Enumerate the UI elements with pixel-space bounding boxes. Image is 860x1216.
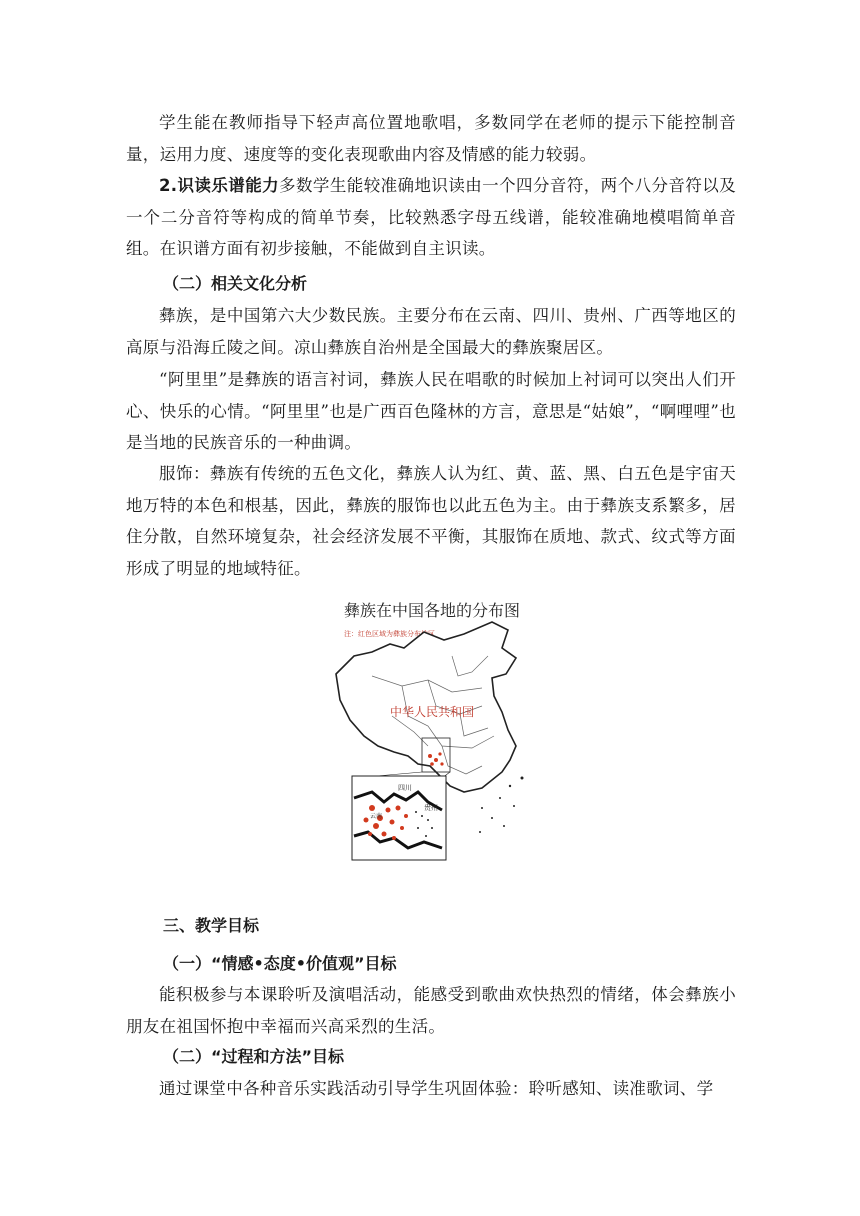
inset-label-sichuan: 四川 bbox=[398, 784, 412, 792]
score-reading-text: 多数学生能较准确地识读由一个四分音符，两个八分音符以及一个二分音符等构成的简单节奏，比较熟悉字母五线谱，能较准确地模唱简单音组。在识谱方面有初步接触，不能做到自主识读。 bbox=[126, 176, 736, 258]
section-heading-culture: （二）相关文化分析 bbox=[163, 274, 308, 293]
yi-distribution-map bbox=[332, 596, 532, 862]
paragraph-score-reading bbox=[126, 170, 736, 265]
paragraph-process-goal: 通过课堂中各种音乐实践活动引导学生巩固体验：聆听感知、读准歌词、学 bbox=[159, 1079, 714, 1098]
paragraph-singing-ability: 学生能在教师指导下轻声高位置地歌唱，多数同学在老师的提示下能控制音量，运用力度、速度等的变化表现歌曲内容及情感的能力较弱。 bbox=[126, 113, 736, 164]
score-reading-label: 2.识读乐谱能力 bbox=[159, 176, 280, 195]
paragraph-alili: “阿里里”是彝族的语言衬词，彝族人民在唱歌的时候加上衬词可以突出人们开心、快乐的心情。“阿里里”也是广西百色隆林的方言，意思是“姑娘”，“啊哩哩”也是当地的民族音乐的一种曲调。 bbox=[126, 370, 736, 452]
subheading-emotion-goal: （一）“情感•态度•价值观”目标 bbox=[163, 954, 397, 973]
subheading-process-goal: （二）“过程和方法”目标 bbox=[163, 1047, 345, 1066]
map-country-label: 中华人民共和国 bbox=[389, 705, 475, 719]
paragraph-costume: 服饰：彝族有传统的五色文化，彝族人认为红、黄、蓝、黑、白五色是宇宙天地万特的本色和根基，因此，彝族的服饰也以此五色为主。由于彝族支系繁多，居住分散，自然环境复杂，社会经济发展不平衡，其服饰在质地、款式、纹式等方面形成了明显的地域特征。 bbox=[126, 464, 736, 578]
paragraph-emotion-goal: 能积极参与本课聆听及演唱活动，能感受到歌曲欢快热烈的情绪，体会彝族小朋友在祖国怀抱中幸福而兴高采烈的生活。 bbox=[126, 985, 736, 1036]
section-heading-goals: 三、教学目标 bbox=[163, 916, 260, 935]
map-title: 彝族在中国各地的分布图 bbox=[343, 601, 521, 620]
inset-label-yunnan: 云南 bbox=[370, 813, 383, 820]
inset-label-guizhou: 贵州 bbox=[424, 804, 438, 812]
map-note: 注：红色区域为彝族分布地区 bbox=[344, 630, 435, 638]
paragraph-yi-people: 彝族，是中国第六大少数民族。主要分布在云南、四川、贵州、广西等地区的高原与沿海丘陵之间。凉山彝族自治州是全国最大的彝族聚居区。 bbox=[126, 306, 736, 357]
